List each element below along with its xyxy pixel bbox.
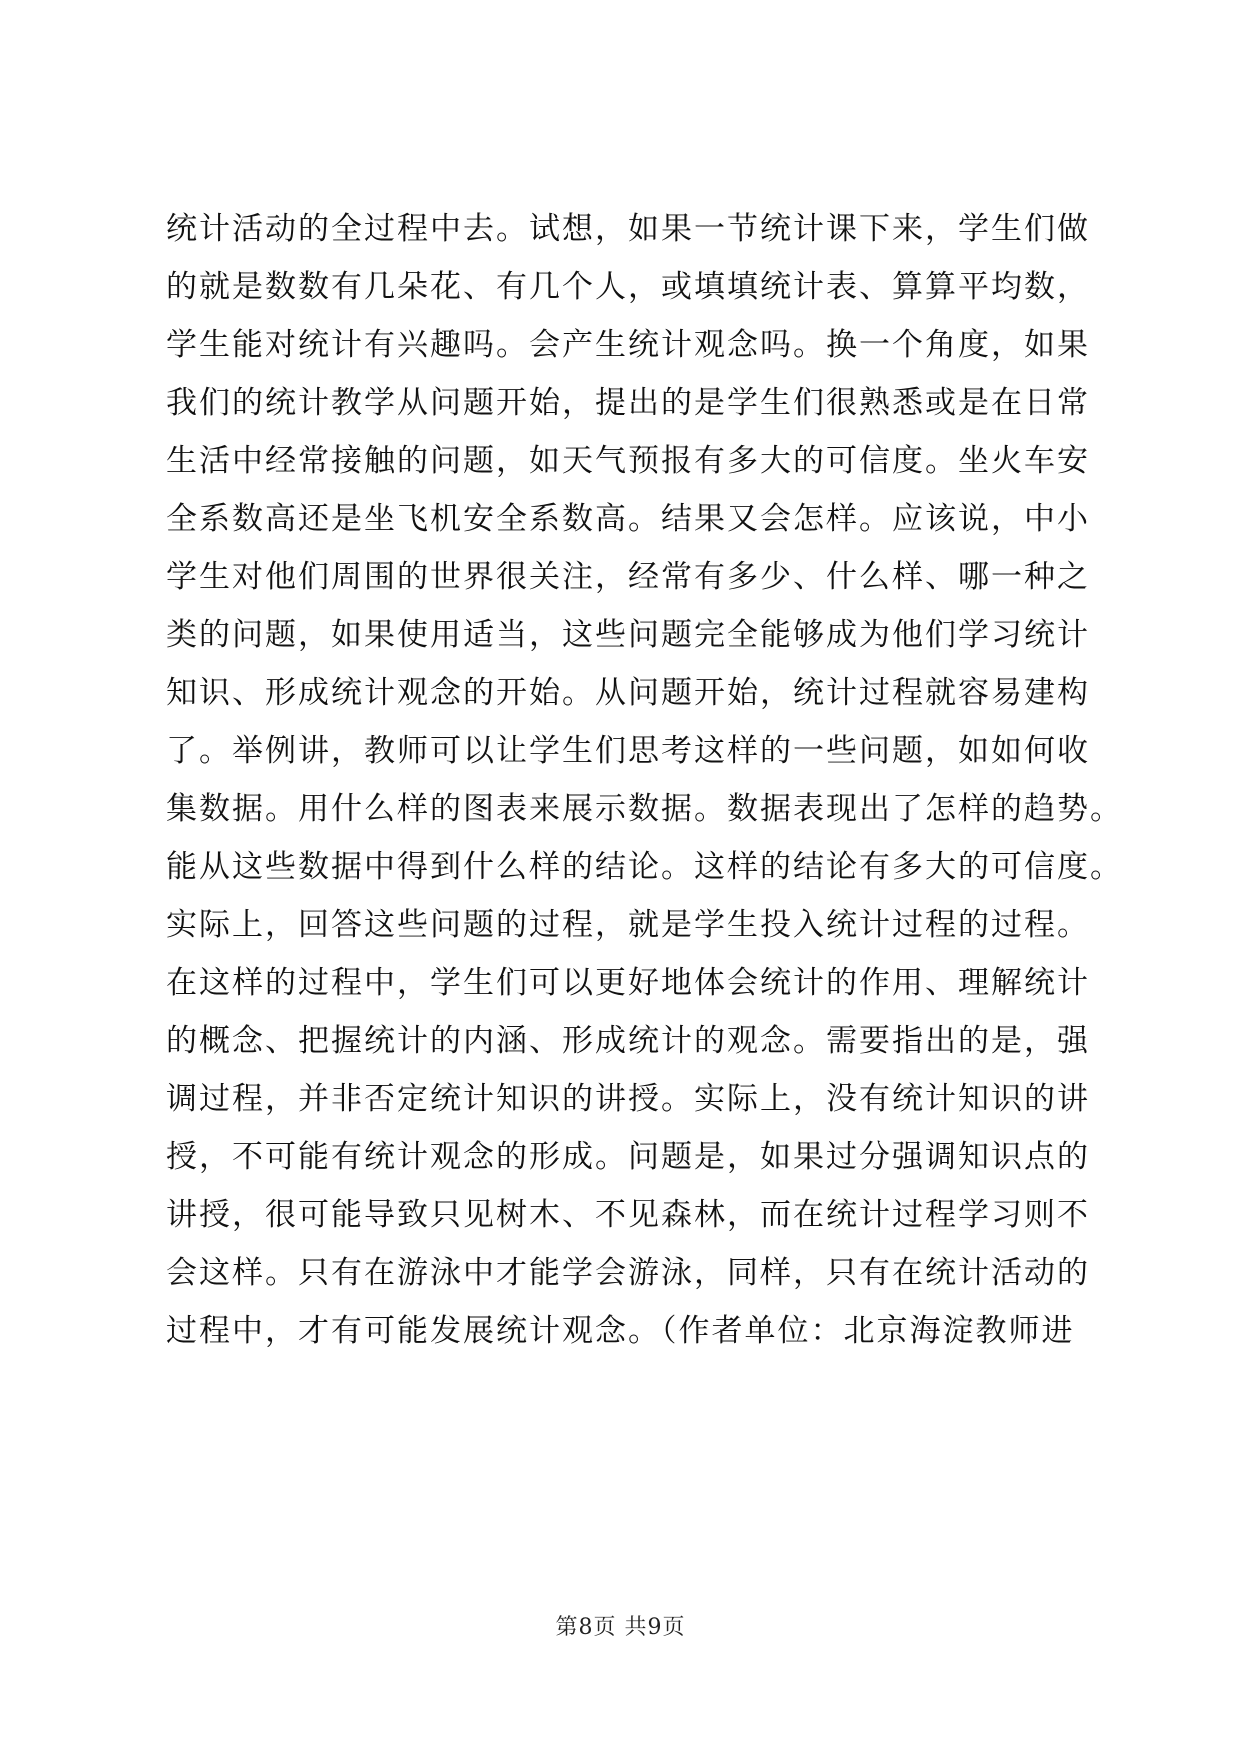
text-line: 授，不可能有统计观念的形成。问题是，如果过分强调知识点的 — [166, 1139, 1090, 1175]
text-line: 讲授，很可能导致只见树木、不见森林，而在统计过程学习则不 — [166, 1197, 1090, 1233]
text-line: 了。举例讲，教师可以让学生们思考这样的一些问题，如如何收 — [166, 733, 1090, 769]
text-line: 的就是数数有几朵花、有几个人，或填填统计表、算算平均数， — [166, 269, 1090, 305]
text-line: 在这样的过程中，学生们可以更好地体会统计的作用、理解统计 — [166, 965, 1090, 1001]
page-footer: 第8页 共9页 — [555, 1615, 686, 1640]
text-line: 实际上，回答这些问题的过程，就是学生投入统计过程的过程。 — [166, 907, 1090, 943]
text-line: 知识、形成统计观念的开始。从问题开始，统计过程就容易建构 — [166, 675, 1090, 711]
body-text — [166, 200, 1123, 1360]
text-line: 学生对他们周围的世界很关注，经常有多少、什么样、哪一种之 — [166, 559, 1090, 595]
text-line: 我们的统计教学从问题开始，提出的是学生们很熟悉或是在日常 — [166, 385, 1090, 421]
text-line: 调过程，并非否定统计知识的讲授。实际上，没有统计知识的讲 — [166, 1081, 1090, 1117]
text-line: 会这样。只有在游泳中才能学会游泳，同样，只有在统计活动的 — [166, 1255, 1090, 1291]
text-line: 类的问题，如果使用适当，这些问题完全能够成为他们学习统计 — [166, 617, 1090, 653]
text-line: 全系数高还是坐飞机安全系数高。结果又会怎样。应该说，中小 — [166, 501, 1090, 537]
text-line: 学生能对统计有兴趣吗。会产生统计观念吗。换一个角度，如果 — [166, 327, 1090, 363]
text-line: 集数据。用什么样的图表来展示数据。数据表现出了怎样的趋势。 — [166, 791, 1123, 827]
text-line: 的概念、把握统计的内涵、形成统计的观念。需要指出的是，强 — [166, 1023, 1090, 1059]
text-line: 统计活动的全过程中去。试想，如果一节统计课下来，学生们做 — [166, 211, 1090, 247]
text-line: 能从这些数据中得到什么样的结论。这样的结论有多大的可信度。 — [166, 849, 1123, 885]
text-line: 生活中经常接触的问题，如天气预报有多大的可信度。坐火车安 — [166, 443, 1090, 479]
text-line: 过程中，才有可能发展统计观念。（作者单位：北京海淀教师进 — [166, 1313, 1075, 1349]
